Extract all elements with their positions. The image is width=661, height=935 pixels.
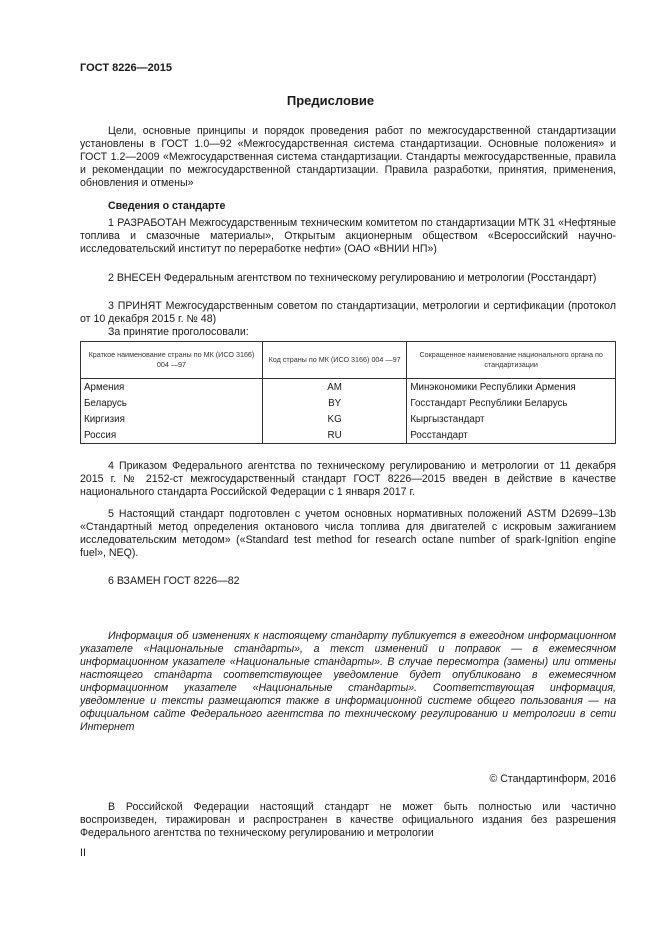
item-2-submitted: 2 ВНЕСЕН Федеральным агентством по техническому регулированию и метрологии (Росстандарт) xyxy=(108,272,597,284)
country-name: Киргизия xyxy=(81,411,263,427)
standards-body: Минэкономики Республики Армения xyxy=(407,379,616,396)
standards-body: Росстандарт xyxy=(407,427,616,444)
country-name: Россия xyxy=(81,427,263,444)
notice-block xyxy=(80,630,616,734)
country-code: AM xyxy=(262,379,406,396)
item-5-prepared: 5 Настоящий стандарт подготовлен с учетом основных нормативных положений ASTM D2699–13b «Стандартный метод определения октанового числа топлива для двигателей с искровым зажиганием исследовательским методом» («Standard test method for research octane number of spark-Ignition engine fuel», NEQ). xyxy=(80,508,616,559)
legal-block xyxy=(80,801,616,840)
table-row xyxy=(81,427,616,444)
notice-paragraph: Информация об изменениях к настоящему стандарту публикуется в ежегодном информационном указателе «Национальные стандарты», а текст изменений и поправок — в ежемесячном информационном указателе «Национальные стандарты». В случае пересмотра (замены) или отмены настоящего стандарта соответствующее уведомление будет опубликовано в ежемесячном информационном указателе «Национальные стандарты». Соответствующая информация, уведомление и тексты размещаются также в информационной системе общего пользования — на официальном сайте Федерального агентства по техническому регулированию и метрологии в сети Интернет xyxy=(80,630,616,733)
legal-paragraph: В Российской Федерации настоящий стандарт не может быть полностью или частично воспроизведен, тиражирован и распространен в качестве официального издания без разрешения Федерального агентства по техническому регулированию и метрологии xyxy=(80,801,616,839)
table-row xyxy=(81,411,616,427)
section-heading: Сведения о стандарте xyxy=(108,200,226,212)
voted-label: За принятие проголосовали: xyxy=(108,326,249,338)
column-header: Сокращенное наименование национального органа по стандартизации xyxy=(407,342,616,379)
copyright: © Стандартинформ, 2016 xyxy=(489,773,616,785)
page-title: Предисловие xyxy=(286,93,375,108)
standards-body: Госстандарт Республики Беларусь xyxy=(407,395,616,411)
item-5-block xyxy=(80,508,616,560)
item-6-replaces: 6 ВЗАМЕН ГОСТ 8226—82 xyxy=(108,575,240,587)
countries-table xyxy=(80,341,616,444)
item-1-block xyxy=(80,217,616,256)
item-4-order: 4 Приказом Федерального агентства по техническому регулированию и метрологии от 11 декабря 2015 г. № 2152-ст межгосударственный стандарт ГОСТ 8226—2015 введен в действие в качестве национального стандарта Российской Федерации с 1 января 2017 г. xyxy=(80,460,616,498)
standards-body: Кыргызстандарт xyxy=(407,411,616,427)
item-3-adopted: 3 ПРИНЯТ Межгосударственным советом по стандартизации, метрологии и сертификации (протокол от 10 декабря 2015 г. № 48) xyxy=(80,300,616,325)
country-name: Армения xyxy=(81,379,263,396)
country-code: KG xyxy=(262,411,406,427)
country-name: Беларусь xyxy=(81,395,263,411)
intro-paragraph: Цели, основные принципы и порядок проведения работ по межгосударственной стандартизации установлены в ГОСТ 1.0—92 «Межгосударственная система стандартизации. Основные положения» и ГОСТ 1.2—2009 «Межгосударственная система стандартизации. Стандарты межгосударственные, правила и рекомендации по межгосударственной стандартизации. Правила разработки, принятия, применения, обновления и отмены» xyxy=(80,125,616,189)
table-row xyxy=(81,395,616,411)
table-row xyxy=(81,379,616,396)
country-code: RU xyxy=(262,427,406,444)
item-3-block xyxy=(80,300,616,326)
intro-paragraph-block xyxy=(80,125,616,190)
item-2-block xyxy=(80,272,616,285)
column-header: Краткое наименование страны по МК (ИСО 3166) 004 —97 xyxy=(81,342,263,379)
page-number: II xyxy=(80,847,86,859)
column-header: Код страны по МК (ИСО 3166) 004 —97 xyxy=(262,342,406,379)
document-number: ГОСТ 8226—2015 xyxy=(80,62,173,74)
item-4-block xyxy=(80,460,616,499)
item-1-developed: 1 РАЗРАБОТАН Межгосударственным техническим комитетом по стандартизации МТК 31 «Нефтяные топлива и смазочные материалы», Открытым акционерным обществом «Всероссийский научно-исследовательский институт по переработке нефти» (ОАО «ВНИИ НП») xyxy=(80,217,616,255)
country-code: BY xyxy=(262,395,406,411)
table-header-row xyxy=(81,342,616,379)
